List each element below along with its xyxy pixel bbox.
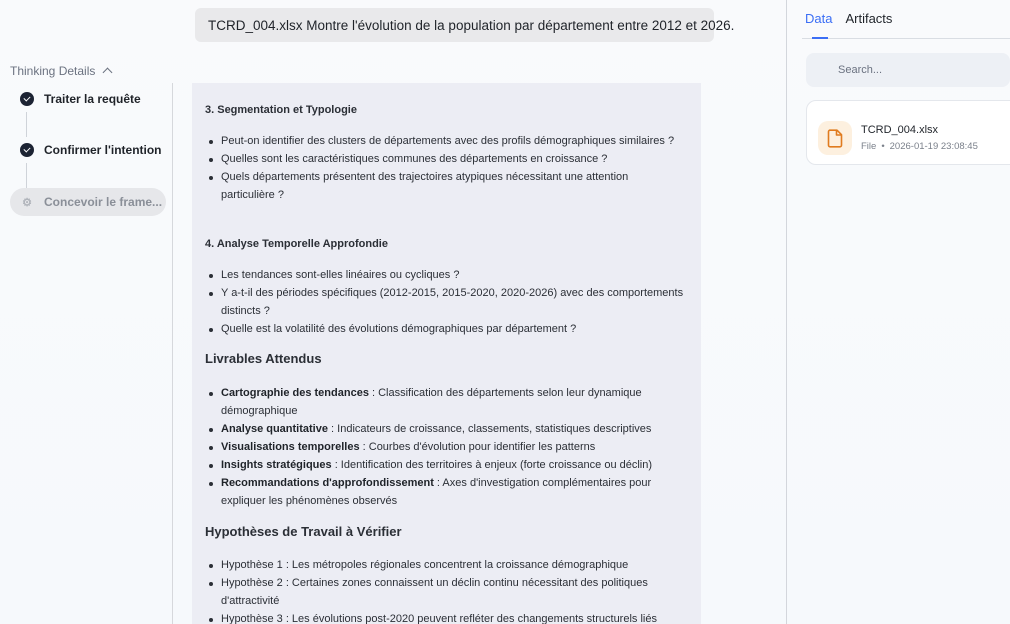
thinking-content-panel[interactable]	[192, 83, 701, 624]
user-message-text: TCRD_004.xlsx Montre l'évolution de la population par département entre 2012 et 2026.	[208, 17, 735, 33]
list-item: Quelles sont les caractéristiques communes des départements en croissance ?	[205, 150, 685, 168]
item-term: Recommandations d'approfondissement	[221, 477, 434, 489]
thinking-details-label: Thinking Details	[10, 64, 96, 78]
check-circle-icon	[20, 92, 34, 106]
list-item: Quelle est la volatilité des évolutions démographiques par département ?	[205, 320, 685, 338]
list-item: Quels départements présentent des trajectoires atypiques nécessitant une attention particulière ?	[205, 168, 685, 204]
file-meta	[861, 141, 978, 152]
user-message-bubble	[195, 8, 735, 42]
thinking-step	[10, 86, 166, 112]
list-item: Peut-on identifier des clusters de départements avec des profils démographiques similaires ?	[205, 132, 685, 150]
thinking-step	[10, 137, 166, 163]
panel-tabs	[805, 11, 892, 26]
step-connector	[26, 163, 27, 188]
step-connector	[26, 112, 27, 137]
list-item	[205, 384, 685, 420]
item-description: : Identification des territoires à enjeux (forte croissance ou déclin)	[331, 459, 653, 471]
tab-data[interactable]: Data	[805, 11, 833, 26]
item-description: : Classification des départements selon leur dynamique démographique	[221, 387, 642, 417]
step-label: Traiter la requête	[44, 92, 141, 106]
file-card[interactable]	[806, 100, 1010, 165]
list-item: Hypothèse 2 : Certaines zones connaissent un déclin continu nécessitant des politiques d'attractivité	[205, 574, 689, 610]
file-type: File	[861, 141, 877, 152]
item-term: Insights stratégiques	[221, 459, 332, 471]
list-item: Les tendances sont-elles linéaires ou cycliques ?	[205, 266, 685, 284]
item-description: : Courbes d'évolution pour identifier les patterns	[359, 441, 596, 453]
item-term: Visualisations temporelles	[221, 441, 360, 453]
right-panel	[787, 0, 1010, 624]
thinking-step-active	[10, 188, 166, 216]
chevron-up-icon	[103, 68, 113, 78]
meta-separator: •	[881, 141, 885, 152]
check-circle-icon	[20, 143, 34, 157]
section-heading: Hypothèses de Travail à Vérifier	[205, 524, 402, 539]
step-label: Concevoir le frame...	[44, 195, 163, 209]
document-icon	[827, 129, 843, 148]
section-list	[205, 384, 685, 510]
list-item	[205, 420, 685, 438]
list-item: Hypothèse 1 : Les métropoles régionales concentrent la croissance démographique	[205, 556, 689, 574]
thinking-steps	[10, 86, 166, 216]
thinking-divider	[172, 83, 173, 624]
spinner-gear-icon: ⚙	[22, 196, 32, 209]
list-item	[205, 474, 685, 510]
section-heading: 4. Analyse Temporelle Approfondie	[205, 238, 388, 250]
list-item: Y a-t-il des périodes spécifiques (2012-2015, 2015-2020, 2020-2026) avec des comportements distincts ?	[205, 284, 685, 320]
thinking-details-toggle[interactable]	[10, 64, 111, 78]
tab-artifacts[interactable]: Artifacts	[845, 11, 893, 26]
file-timestamp: 2026-01-19 23:08:45	[889, 141, 978, 152]
list-item	[205, 456, 685, 474]
item-term: Cartographie des tendances	[221, 387, 369, 399]
section-heading: 3. Segmentation et Typologie	[205, 104, 357, 116]
file-icon	[818, 121, 852, 155]
list-item: Hypothèse 3 : Les évolutions post-2020 peuvent refléter des changements structurels liés	[205, 610, 689, 624]
section-list	[205, 556, 689, 624]
section-list	[205, 266, 685, 338]
section-list	[205, 132, 685, 204]
step-label: Confirmer l'intention	[44, 143, 162, 157]
section-heading: Livrables Attendus	[205, 351, 322, 366]
list-item	[205, 438, 685, 456]
search-input[interactable]	[806, 53, 1010, 87]
active-tab-indicator	[812, 37, 828, 39]
item-description: : Axes d'investigation complémentaires pour expliquer les phénomènes observés	[221, 477, 652, 507]
file-name: TCRD_004.xlsx	[861, 124, 939, 136]
item-description: : Indicateurs de croissance, classements, statistiques descriptives	[327, 423, 652, 435]
item-term: Analyse quantitative	[221, 423, 328, 435]
tabs-divider	[802, 38, 1010, 39]
